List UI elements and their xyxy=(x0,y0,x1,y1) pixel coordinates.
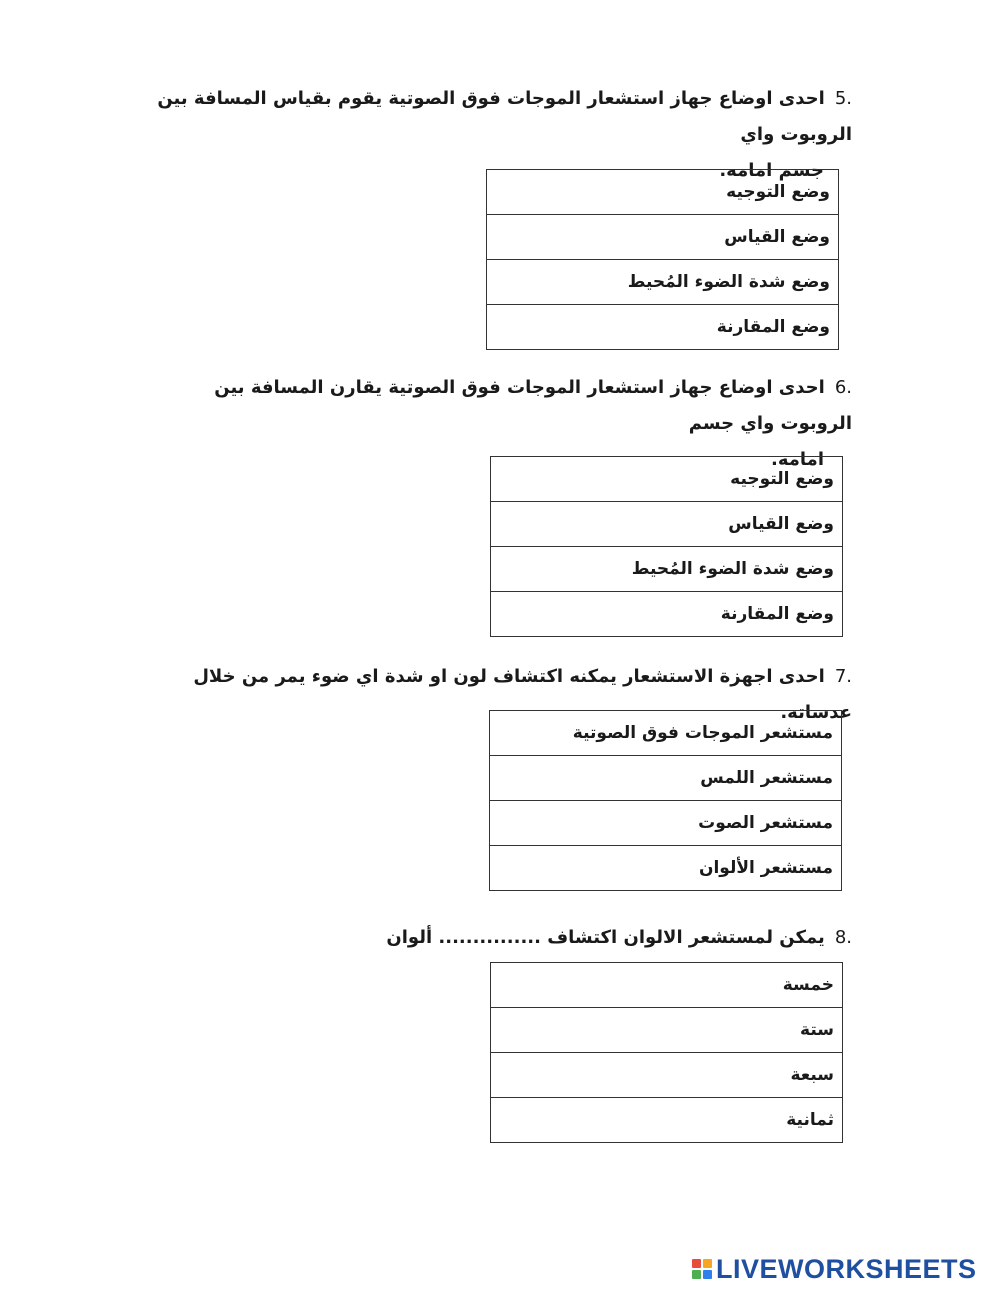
option[interactable]: وضع المقارنة xyxy=(487,305,839,350)
question-line-1: احدى اوضاع جهاز استشعار الموجات فوق الصوتية يقارن المسافة بين الروبوت واي جسم xyxy=(214,377,852,434)
question-number: 7. xyxy=(834,666,852,687)
options-table-6 xyxy=(490,456,843,637)
options-table-8 xyxy=(490,962,843,1143)
option[interactable]: سبعة xyxy=(491,1053,843,1098)
option[interactable]: وضع المقارنة xyxy=(491,592,843,637)
option[interactable]: ستة xyxy=(491,1008,843,1053)
option[interactable]: وضع القياس xyxy=(491,502,843,547)
question-line-1: احدى اجهزة الاستشعار يمكنه اكتشاف لون او شدة اي ضوء يمر من خلال عدساته. xyxy=(193,666,852,723)
question-8 xyxy=(152,920,852,956)
option[interactable]: خمسة xyxy=(491,963,843,1008)
option[interactable]: وضع التوجيه xyxy=(491,457,843,502)
question-5 xyxy=(152,81,852,181)
logo-blocks-icon xyxy=(692,1259,712,1279)
option[interactable]: مستشعر الصوت xyxy=(490,801,842,846)
option[interactable]: مستشعر الألوان xyxy=(490,846,842,891)
option[interactable]: وضع التوجيه xyxy=(487,170,839,215)
question-number: 5. xyxy=(834,88,852,109)
brand-name: LIVEWORKSHEETS xyxy=(716,1253,977,1284)
question-6 xyxy=(152,370,852,470)
option[interactable]: مستشعر الموجات فوق الصوتية xyxy=(490,711,842,756)
option[interactable]: ثمانية xyxy=(491,1098,843,1143)
question-number: 6. xyxy=(834,377,852,398)
options-table-7 xyxy=(489,710,842,891)
question-line-2: امامه. xyxy=(771,449,824,470)
option[interactable]: وضع شدة الضوء المُحيط xyxy=(491,547,843,592)
liveworksheets-logo xyxy=(692,1253,977,1285)
question-line-1: يمكن لمستشعر الالوان اكتشاف ............... ألوان xyxy=(386,927,825,948)
question-line-1: احدى اوضاع جهاز استشعار الموجات فوق الصوتية يقوم بقياس المسافة بين الروبوت واي xyxy=(157,88,852,145)
option[interactable]: وضع القياس xyxy=(487,215,839,260)
question-number: 8. xyxy=(834,927,852,948)
option[interactable]: مستشعر اللمس xyxy=(490,756,842,801)
option[interactable]: وضع شدة الضوء المُحيط xyxy=(487,260,839,305)
options-table-5 xyxy=(486,169,839,350)
question-line-2: جسم امامه. xyxy=(719,160,824,181)
question-7 xyxy=(152,659,852,723)
question-text xyxy=(386,920,852,956)
